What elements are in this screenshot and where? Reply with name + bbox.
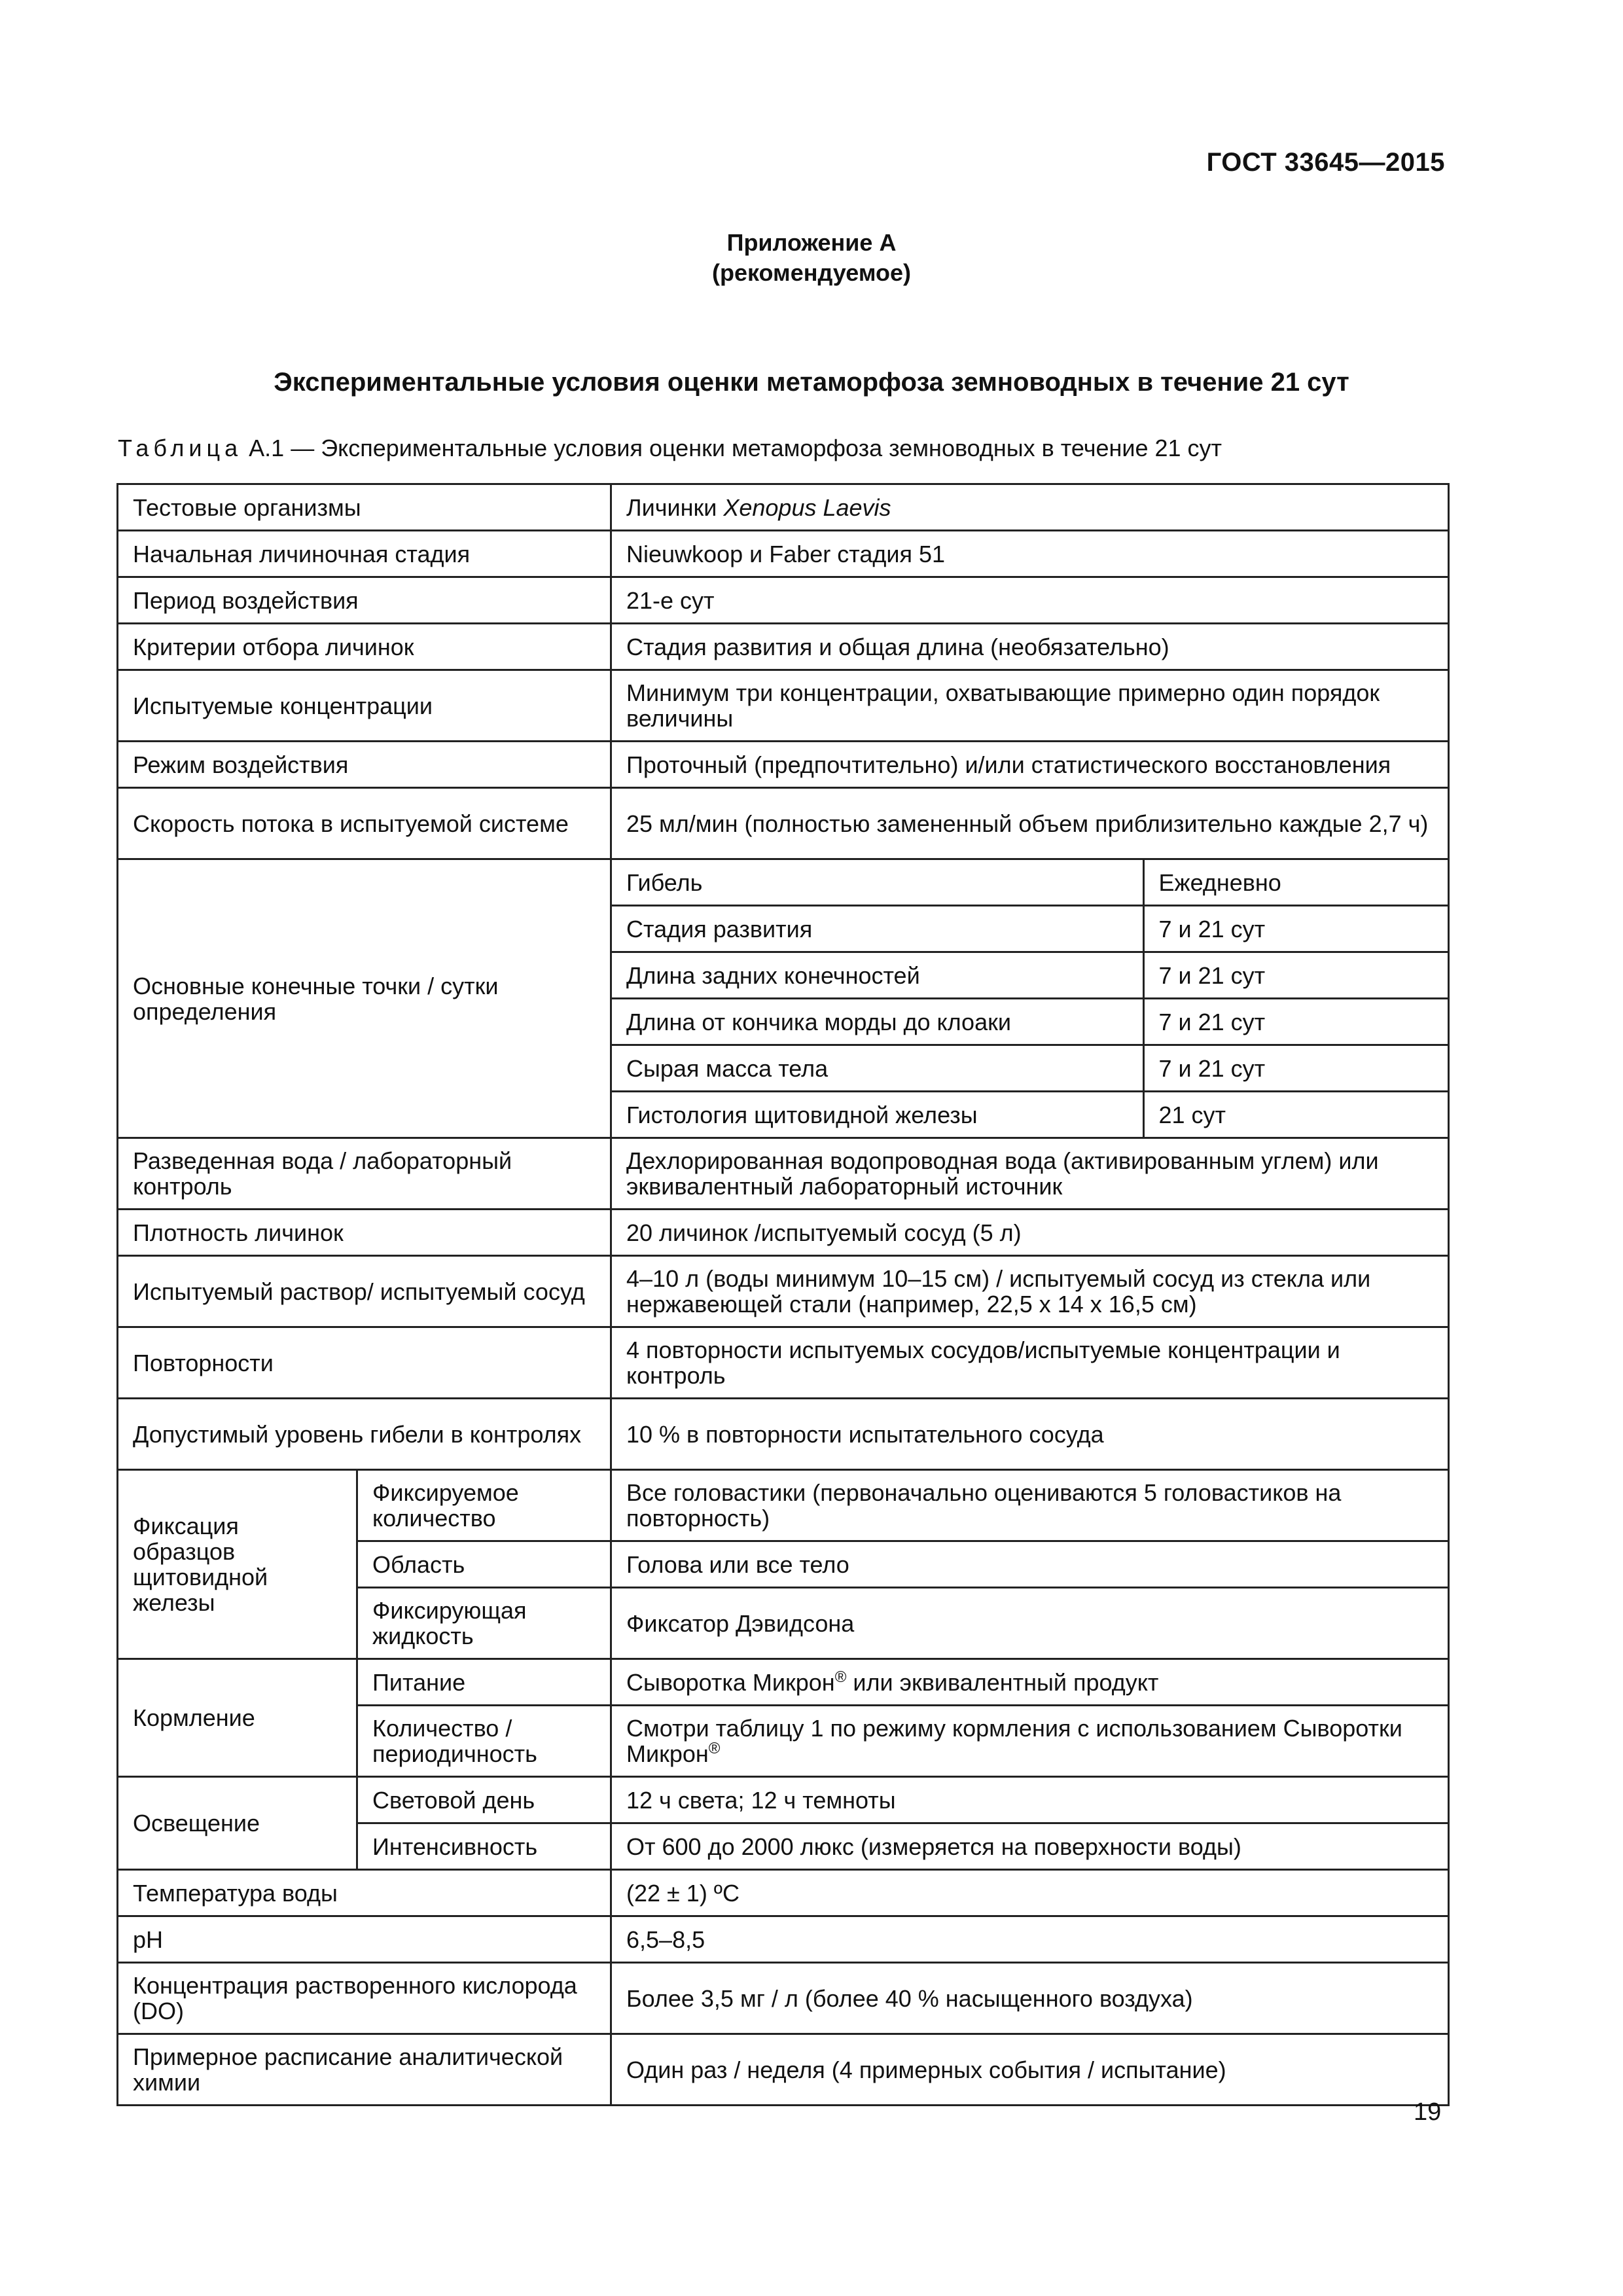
page-title: Экспериментальные условия оценки метаморфоза земноводных в течение 21 сут xyxy=(274,368,1349,397)
table-row xyxy=(118,859,1449,1138)
conditions-table xyxy=(116,483,1450,2106)
row-value: 20 личинок /испытуемый сосуд (5 л) xyxy=(611,1210,1449,1256)
table-row xyxy=(118,2034,1449,2106)
row-label: Повторности xyxy=(118,1327,611,1399)
param-label: Область xyxy=(357,1541,611,1588)
row-value: (22 ± 1) ºС xyxy=(611,1870,1449,1916)
table-row xyxy=(118,788,1449,859)
table-row xyxy=(118,1256,1449,1327)
endpoint-row xyxy=(612,999,1449,1045)
row-label: Испытуемый раствор/ испытуемый сосуд xyxy=(118,1256,611,1327)
row-label: Основные конечные точки / сутки определения xyxy=(118,859,611,1138)
table-row xyxy=(118,1916,1449,1963)
endpoint-days: Ежедневно xyxy=(1143,860,1449,906)
row-value: 12 ч света; 12 ч темноты xyxy=(611,1777,1449,1823)
row-value: Более 3,5 мг / л (более 40 % насыщенного воздуха) xyxy=(611,1963,1449,2034)
row-value: 4–10 л (воды минимум 10–15 см) / испытуемый сосуд из стекла или нержавеющей стали (например, 22,5 х 14 х 16,5 см) xyxy=(611,1256,1449,1327)
table-caption-text: А.1 — Экспериментальные условия оценки метаморфоза земноводных в течение 21 сут xyxy=(249,435,1222,461)
row-label: Тестовые организмы xyxy=(118,484,611,531)
row-value xyxy=(611,1659,1449,1706)
endpoints-cell xyxy=(611,859,1449,1138)
row-value: 21-е сут xyxy=(611,577,1449,624)
row-value: 25 мл/мин (полностью замененный объем приблизительно каждые 2,7 ч) xyxy=(611,788,1449,859)
table-row xyxy=(118,1138,1449,1210)
endpoint-row xyxy=(612,860,1449,906)
row-value: 4 повторности испытуемых сосудов/испытуемые концентрации и контроль xyxy=(611,1327,1449,1399)
page-number: 19 xyxy=(1414,2098,1442,2126)
table-row xyxy=(118,1399,1449,1470)
species-name: Xenopus Laevis xyxy=(723,493,891,521)
endpoint-name: Гистология щитовидной железы xyxy=(612,1092,1143,1138)
table-caption xyxy=(118,435,1222,462)
endpoint-days: 7 и 21 сут xyxy=(1143,1045,1449,1092)
row-label: Допустимый уровень гибели в контролях xyxy=(118,1399,611,1470)
endpoint-name: Стадия развития xyxy=(612,906,1143,952)
row-value: Проточный (предпочтительно) и/или статистического восстановления xyxy=(611,742,1449,788)
endpoint-days: 7 и 21 сут xyxy=(1143,952,1449,999)
endpoint-days: 21 сут xyxy=(1158,1101,1226,1128)
endpoint-row xyxy=(612,1045,1449,1092)
row-value: 10 % в повторности испытательного сосуда xyxy=(611,1399,1449,1470)
value-text: Сыворотка Микрон xyxy=(626,1668,835,1696)
param-label: Фиксируемое количество xyxy=(357,1470,611,1541)
param-label: Фиксирующая жидкость xyxy=(357,1588,611,1659)
row-value: Nieuwkoop и Faber стадия 51 xyxy=(611,531,1449,577)
table-row xyxy=(118,1659,1449,1706)
table-row xyxy=(118,577,1449,624)
table-row xyxy=(118,742,1449,788)
row-label: Примерное расписание аналитической химии xyxy=(118,2034,611,2106)
value-text: Личинки xyxy=(626,493,724,521)
table-row xyxy=(118,1963,1449,2034)
row-label: Скорость потока в испытуемой системе xyxy=(118,788,611,859)
value-text: или эквивалентный продукт xyxy=(846,1668,1159,1696)
endpoint-days: 7 и 21 сут xyxy=(1143,906,1449,952)
row-label: Плотность личинок xyxy=(118,1210,611,1256)
row-value: Все головастики (первоначально оцениваются 5 головастиков на повторность) xyxy=(611,1470,1449,1541)
endpoint-name: Длина от кончика морды до клоаки xyxy=(612,999,1143,1045)
group-label: Освещение xyxy=(118,1777,357,1870)
row-value: Голова или все тело xyxy=(611,1541,1449,1588)
endpoint-days: 7 и 21 сут xyxy=(1143,999,1449,1045)
table-row xyxy=(118,531,1449,577)
table-row xyxy=(118,1327,1449,1399)
registered-mark: ® xyxy=(834,1668,847,1686)
endpoint-row xyxy=(612,906,1449,952)
param-label: Интенсивность xyxy=(357,1823,611,1870)
table-row xyxy=(118,1470,1449,1541)
endpoint-name: Гибель xyxy=(612,860,1143,906)
table-row xyxy=(118,484,1449,531)
table-row xyxy=(118,1777,1449,1823)
row-value: Стадия развития и общая длина (необязательно) xyxy=(611,624,1449,670)
row-label: Режим воздействия xyxy=(118,742,611,788)
row-label: Разведенная вода / лабораторный контроль xyxy=(118,1138,611,1210)
row-value: Фиксатор Дэвидсона xyxy=(611,1588,1449,1659)
row-value: Дехлорированная водопроводная вода (активированным углем) или эквивалентный лабораторный источник xyxy=(611,1138,1449,1210)
table-caption-label: Таблица xyxy=(118,435,243,461)
group-label: Кормление xyxy=(118,1659,357,1777)
endpoints-subtable xyxy=(612,860,1449,1137)
param-label: Световой день xyxy=(357,1777,611,1823)
row-label: Испытуемые концентрации xyxy=(118,670,611,742)
row-label: Критерии отбора личинок xyxy=(118,624,611,670)
row-value xyxy=(611,1706,1449,1777)
row-value: Один раз / неделя (4 примерных события / испытание) xyxy=(611,2034,1449,2106)
endpoint-name: Сырая масса тела xyxy=(612,1045,1143,1092)
endpoint-row xyxy=(612,952,1449,999)
param-label: Количество / периодичность xyxy=(357,1706,611,1777)
table-row xyxy=(118,1870,1449,1916)
table-row xyxy=(118,670,1449,742)
param-label: Питание xyxy=(357,1659,611,1706)
endpoint-name: Длина задних конечностей xyxy=(612,952,1143,999)
row-label: Период воздействия xyxy=(118,577,611,624)
group-label: Фиксация образцов щитовидной железы xyxy=(118,1470,357,1659)
value-text: Смотри таблицу 1 по режиму кормления с использованием Сыворотки Микрон xyxy=(626,1715,1402,1767)
row-value: От 600 до 2000 люкс (измеряется на поверхности воды) xyxy=(611,1823,1449,1870)
row-label: pH xyxy=(118,1916,611,1963)
standard-number: ГОСТ 33645—2015 xyxy=(1206,148,1445,177)
appendix-heading xyxy=(0,228,1623,288)
registered-mark: ® xyxy=(708,1740,721,1757)
table-row xyxy=(118,624,1449,670)
row-label: Начальная личиночная стадия xyxy=(118,531,611,577)
row-value: 6,5–8,5 xyxy=(611,1916,1449,1963)
table-row xyxy=(118,1210,1449,1256)
row-value xyxy=(611,484,1449,531)
row-value: Минимум три концентрации, охватывающие примерно один порядок величины xyxy=(611,670,1449,742)
appendix-subtitle: (рекомендуемое) xyxy=(712,259,911,286)
endpoint-row xyxy=(612,1092,1449,1138)
appendix-title: Приложение А xyxy=(726,229,897,256)
row-label: Температура воды xyxy=(118,1870,611,1916)
row-label: Концентрация растворенного кислорода (DO) xyxy=(118,1963,611,2034)
